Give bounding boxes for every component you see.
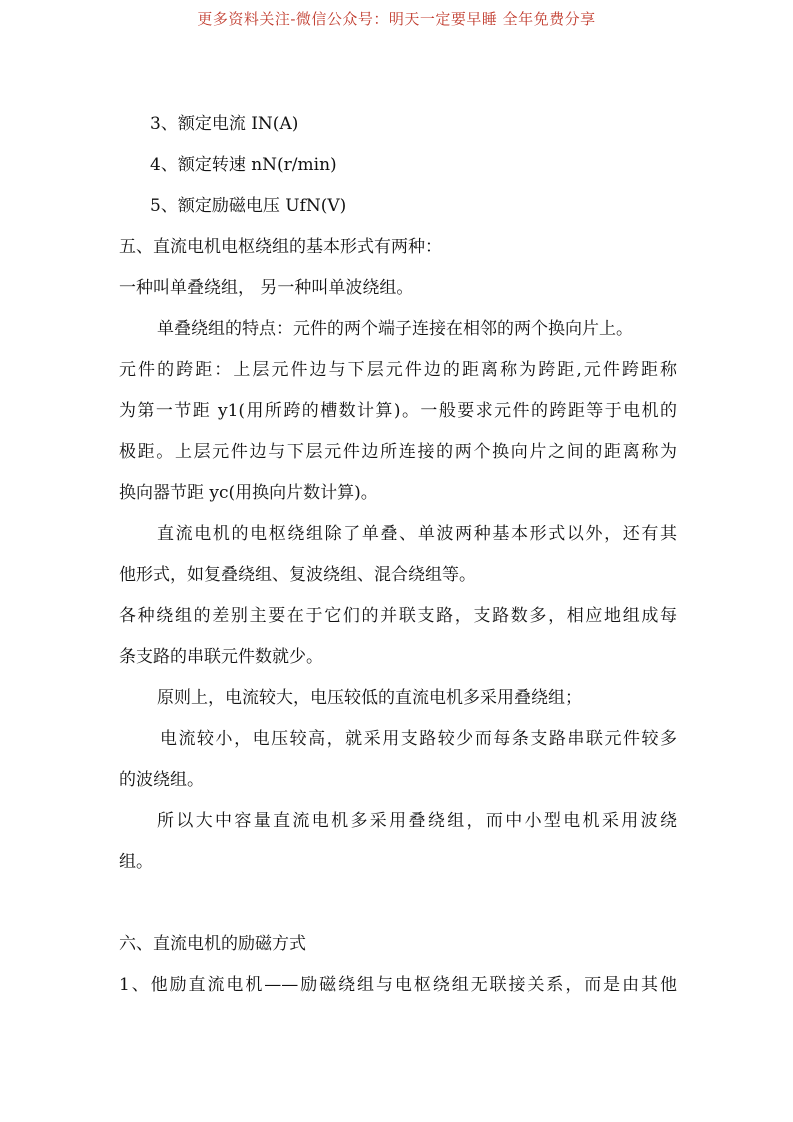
list-item-rated-current: 3、额定电流 IN(A) — [150, 114, 299, 134]
list-item-rated-speed: 4、额定转速 nN(r/min) — [150, 155, 337, 175]
paragraph-line: 所以大中容量直流电机多采用叠绕组，而中小型电机采用波绕 — [157, 811, 677, 831]
paragraph-line: 换向器节距 yc(用换向片数计算)。 — [119, 483, 378, 503]
paragraph-line: 1、他励直流电机——励磁绕组与电枢绕组无联接关系，而是由其他 — [119, 975, 677, 995]
paragraph-line: 各种绕组的差别主要在于它们的并联支路，支路数多，相应地组成每 — [119, 606, 677, 626]
paragraph-line: 一种叫单叠绕组， 另一种叫单波绕组。 — [119, 278, 414, 298]
paragraph-line: 的波绕组。 — [119, 770, 204, 790]
paragraph-line: 元件的跨距：上层元件边与下层元件边的距离称为跨距,元件跨距称 — [119, 360, 677, 380]
list-item-rated-excitation-voltage: 5、额定励磁电压 UfN(V) — [150, 196, 347, 216]
paragraph-line: 电流较小，电压较高，就采用支路较少而每条支路串联元件较多 — [160, 729, 677, 749]
section-heading-armature-winding: 五、直流电机电枢绕组的基本形式有两种： — [119, 237, 442, 257]
section-heading-excitation-methods: 六、直流电机的励磁方式 — [119, 934, 306, 954]
paragraph-line: 组。 — [119, 852, 153, 872]
document-body — [119, 104, 677, 1006]
paragraph-line: 条支路的串联元件数就少。 — [119, 647, 323, 667]
paragraph-line: 单叠绕组的特点：元件的两个端子连接在相邻的两个换向片上。 — [157, 319, 633, 339]
paragraph-line: 为第一节距 y1(用所跨的槽数计算)。一般要求元件的跨距等于电机的 — [119, 401, 677, 421]
header-banner: 更多资料关注-微信公众号：明天一定要早睡 全年免费分享 — [197, 10, 596, 28]
paragraph-line: 直流电机的电枢绕组除了单叠、单波两种基本形式以外，还有其 — [157, 524, 677, 544]
paragraph-line: 原则上，电流较大，电压较低的直流电机多采用叠绕组； — [157, 688, 582, 708]
blank-line — [119, 883, 677, 924]
paragraph-line: 他形式，如复叠绕组、复波绕组、混合绕组等。 — [119, 565, 476, 585]
paragraph-line: 极距。上层元件边与下层元件边所连接的两个换向片之间的距离称为 — [119, 442, 677, 462]
